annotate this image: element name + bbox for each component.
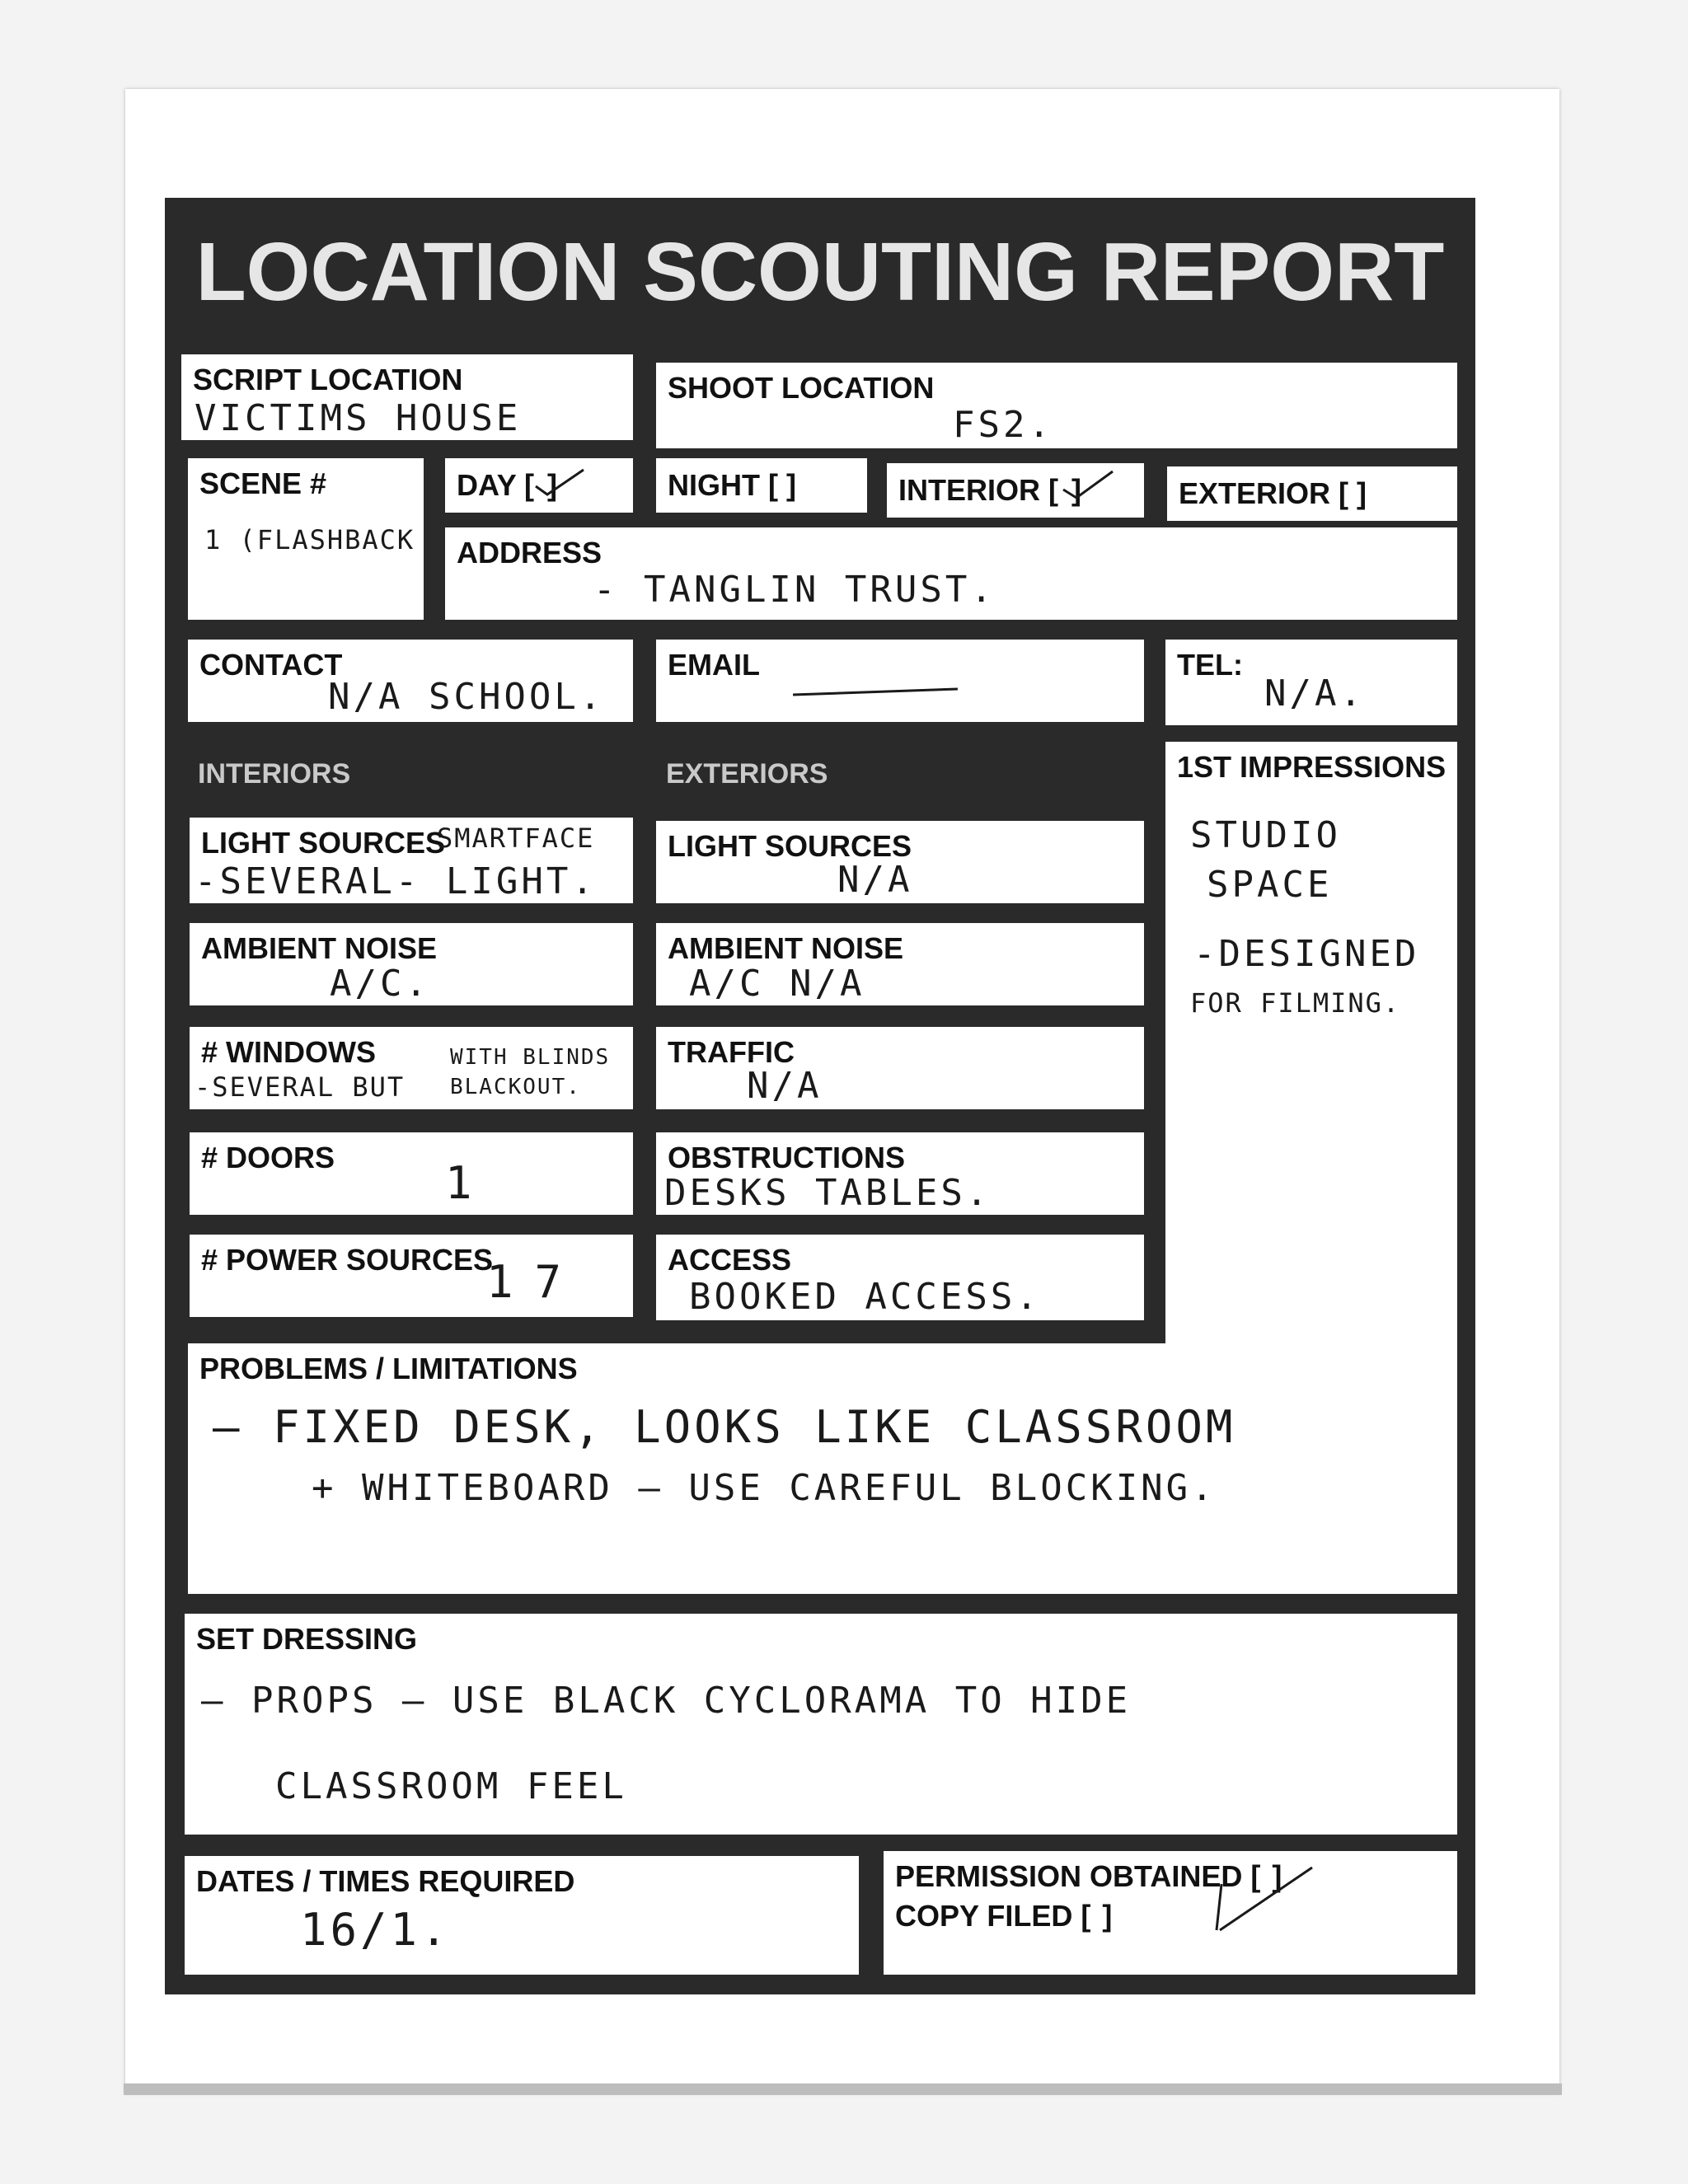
interior-light-sources-field[interactable] <box>190 818 633 903</box>
interior-light-sources-label: LIGHT SOURCES <box>201 826 446 860</box>
windows-value: -SEVERAL BUT <box>195 1071 406 1103</box>
scene-value: 1 (FLASHBACK <box>204 524 415 555</box>
tel-label: TEL: <box>1177 648 1243 682</box>
night-checkbox[interactable] <box>656 458 867 513</box>
paper-shadow-edge <box>124 2083 1562 2095</box>
first-impressions-line-2: SPACE <box>1207 864 1333 906</box>
address-value: - TANGLIN TRUST. <box>593 569 996 611</box>
script-location-value: VICTIMS HOUSE <box>195 397 522 439</box>
email-blank-stroke <box>793 688 958 696</box>
exterior-ambient-noise-label: AMBIENT NOISE <box>668 931 904 965</box>
shoot-location-field[interactable] <box>656 363 1457 448</box>
dates-label: DATES / TIMES REQUIRED <box>196 1864 575 1898</box>
problems-line-1: — FIXED DESK, LOOKS LIKE CLASSROOM <box>213 1401 1236 1453</box>
interior-checkmark-icon <box>1058 468 1116 501</box>
contact-field[interactable] <box>188 640 633 722</box>
interiors-heading: INTERIORS <box>198 758 351 790</box>
interior-label: INTERIOR [ ] <box>898 473 1081 507</box>
access-value: BOOKED ACCESS. <box>689 1276 1041 1318</box>
contact-value: N/A SCHOOL. <box>328 676 605 718</box>
exterior-light-sources-field[interactable] <box>656 821 1144 903</box>
interior-ambient-noise-label: AMBIENT NOISE <box>201 931 438 965</box>
interior-checkbox[interactable] <box>887 463 1144 518</box>
interior-light-sources-note: SMARTFACE <box>437 823 595 854</box>
first-impressions-label: 1ST IMPRESSIONS <box>1177 750 1447 784</box>
exteriors-heading: EXTERIORS <box>666 758 828 790</box>
windows-note-bottom: BLACKOUT. <box>450 1075 581 1099</box>
set-dressing-line-1: — PROPS — USE BLACK CYCLORAMA TO HIDE <box>201 1680 1132 1722</box>
interior-ambient-noise-value: A/C. <box>330 963 430 1005</box>
dates-times-field[interactable] <box>185 1856 859 1975</box>
tel-value: N/A. <box>1264 673 1365 715</box>
problems-label: PROBLEMS / LIMITATIONS <box>199 1352 578 1385</box>
problems-limitations-field[interactable] <box>188 1343 1457 1594</box>
exterior-checkbox[interactable] <box>1167 466 1457 521</box>
doors-label: # DOORS <box>201 1141 335 1174</box>
contact-label: CONTACT <box>199 648 343 682</box>
scouting-report-form <box>165 198 1475 1994</box>
address-label: ADDRESS <box>457 536 603 569</box>
script-location-field[interactable] <box>181 354 633 440</box>
scene-field[interactable] <box>188 458 424 620</box>
copy-filed-label: COPY FILED [ ] <box>895 1899 1113 1933</box>
first-impressions-line-4: FOR FILMING. <box>1190 987 1401 1019</box>
obstructions-field[interactable] <box>656 1132 1144 1215</box>
permission-label: PERMISSION OBTAINED [ ] <box>895 1859 1282 1893</box>
access-label: ACCESS <box>668 1243 792 1277</box>
tel-field[interactable] <box>1165 640 1457 725</box>
windows-field[interactable] <box>190 1027 633 1109</box>
email-field[interactable] <box>656 640 1144 722</box>
form-title: LOCATION SCOUTING REPORT <box>195 226 1445 318</box>
traffic-label: TRAFFIC <box>668 1035 795 1069</box>
set-dressing-label: SET DRESSING <box>196 1622 418 1656</box>
power-sources-field[interactable] <box>190 1235 633 1317</box>
permission-copy-field[interactable] <box>884 1851 1457 1975</box>
script-location-label: SCRIPT LOCATION <box>193 363 463 396</box>
interior-ambient-noise-field[interactable] <box>190 923 633 1005</box>
dates-value: 16/1. <box>300 1904 451 1956</box>
exterior-light-sources-value: N/A <box>837 859 913 901</box>
interior-light-sources-value: -SEVERAL- LIGHT. <box>195 860 597 902</box>
access-field[interactable] <box>656 1235 1144 1320</box>
doors-field[interactable] <box>190 1132 633 1215</box>
email-label: EMAIL <box>668 648 760 682</box>
set-dressing-line-2: CLASSROOM FEEL <box>275 1765 627 1807</box>
permission-checkmark-icon <box>1213 1851 1320 1942</box>
doors-value: 1 <box>445 1157 476 1209</box>
windows-note-top: WITH BLINDS <box>450 1045 611 1070</box>
exterior-ambient-noise-field[interactable] <box>656 923 1144 1005</box>
obstructions-label: OBSTRUCTIONS <box>668 1141 905 1174</box>
shoot-location-value: FS2. <box>953 404 1053 446</box>
problems-line-2: + WHITEBOARD — USE CAREFUL BLOCKING. <box>312 1467 1217 1509</box>
power-sources-value: 17 <box>486 1256 584 1308</box>
traffic-value: N/A <box>747 1065 823 1107</box>
power-sources-label: # POWER SOURCES <box>201 1243 494 1277</box>
shoot-location-label: SHOOT LOCATION <box>668 371 935 405</box>
day-checkbox[interactable] <box>445 458 633 513</box>
first-impressions-line-1: STUDIO <box>1190 814 1341 856</box>
obstructions-value: DESKS TABLES. <box>664 1172 992 1214</box>
scene-label: SCENE # <box>199 466 327 500</box>
first-impressions-line-3: -DESIGNED <box>1193 933 1420 975</box>
exterior-label: EXTERIOR [ ] <box>1179 476 1367 510</box>
night-label: NIGHT [ ] <box>668 468 796 502</box>
windows-label: # WINDOWS <box>201 1035 376 1069</box>
exterior-light-sources-label: LIGHT SOURCES <box>668 829 912 863</box>
set-dressing-field[interactable] <box>185 1614 1457 1835</box>
traffic-field[interactable] <box>656 1027 1144 1109</box>
address-field[interactable] <box>445 527 1457 620</box>
exterior-ambient-noise-value: A/C N/A <box>689 963 865 1005</box>
day-label: DAY [ ] <box>457 468 558 502</box>
day-checkmark-icon <box>531 466 588 499</box>
